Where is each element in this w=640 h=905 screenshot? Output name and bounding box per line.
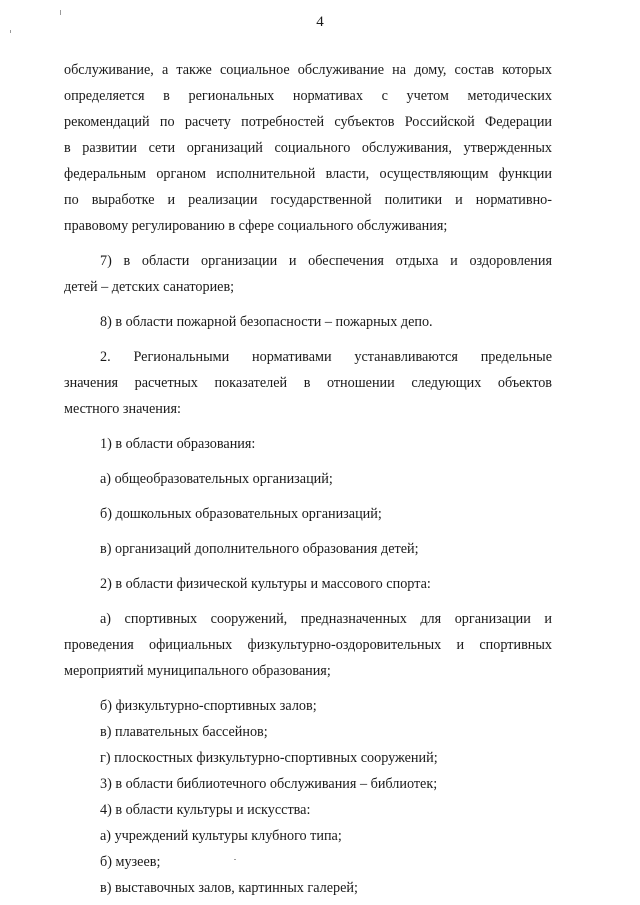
list-item: б) дошкольных образовательных организаций; [100,506,382,522]
list-item: а) общеобразовательных организаций; [100,471,333,487]
text-line: 2. Региональными нормативами устанавливаются предельные [100,349,552,365]
text-line: правовому регулированию в сфере социального обслуживания; [64,218,448,234]
text-line: детей – детских санаториев; [64,279,235,295]
text-line: федеральным органом исполнительной власти, осуществляющим функции [64,166,552,182]
list-item: а) учреждений культуры клубного типа; [100,828,342,844]
text-line: обслуживание, а также социальное обслуживание на дому, состав которых [64,62,552,78]
list-heading-education: 1) в области образования: [100,436,256,452]
text-line: мероприятий муниципального образования; [64,663,331,679]
list-item-sport-facilities [64,606,552,684]
text-line: а) спортивных сооружений, предназначенных для организации и [100,611,552,627]
list-item: в) выставочных залов, картинных галерей; [100,880,358,896]
list-item: б) музеев; [100,854,161,870]
paragraph-social-services [64,57,552,239]
list-heading-culture: 4) в области культуры и искусства: [100,802,311,818]
text-line: по выработке и реализации государственной политики и нормативно- [64,192,552,208]
paragraph-item-8: 8) в области пожарной безопасности – пожарных депо. [100,314,433,330]
text-line: рекомендаций по расчету потребностей субъектов Российской Федерации [64,114,552,130]
list-item: г) плоскостных физкультурно-спортивных сооружений; [100,750,438,766]
text-line: определяется в региональных нормативах с учетом методических [64,88,552,104]
list-item: в) организаций дополнительного образования детей; [100,541,419,557]
text-line: значения расчетных показателей в отношении следующих объектов [64,375,552,391]
page-number: 4 [316,14,324,30]
text-line: в развитии сети организаций социального обслуживания, утвержденных [64,140,552,156]
list-item: б) физкультурно-спортивных залов; [100,698,317,714]
paragraph-section-2 [64,344,552,422]
document-body [64,57,552,901]
list-item: в) плавательных бассейнов; [100,724,268,740]
text-line: проведения официальных физкультурно-оздоровительных и спортивных [64,637,552,653]
list-heading-library: 3) в области библиотечного обслуживания – библиотек; [100,776,438,792]
scan-mark-left [10,30,11,33]
paragraph-item-7 [64,248,552,300]
text-line: 7) в области организации и обеспечения отдыха и оздоровления [100,253,552,269]
text-line: местного значения: [64,401,181,417]
scan-mark-top-left [60,10,61,15]
list-heading-sport: 2) в области физической культуры и массового спорта: [100,576,431,592]
